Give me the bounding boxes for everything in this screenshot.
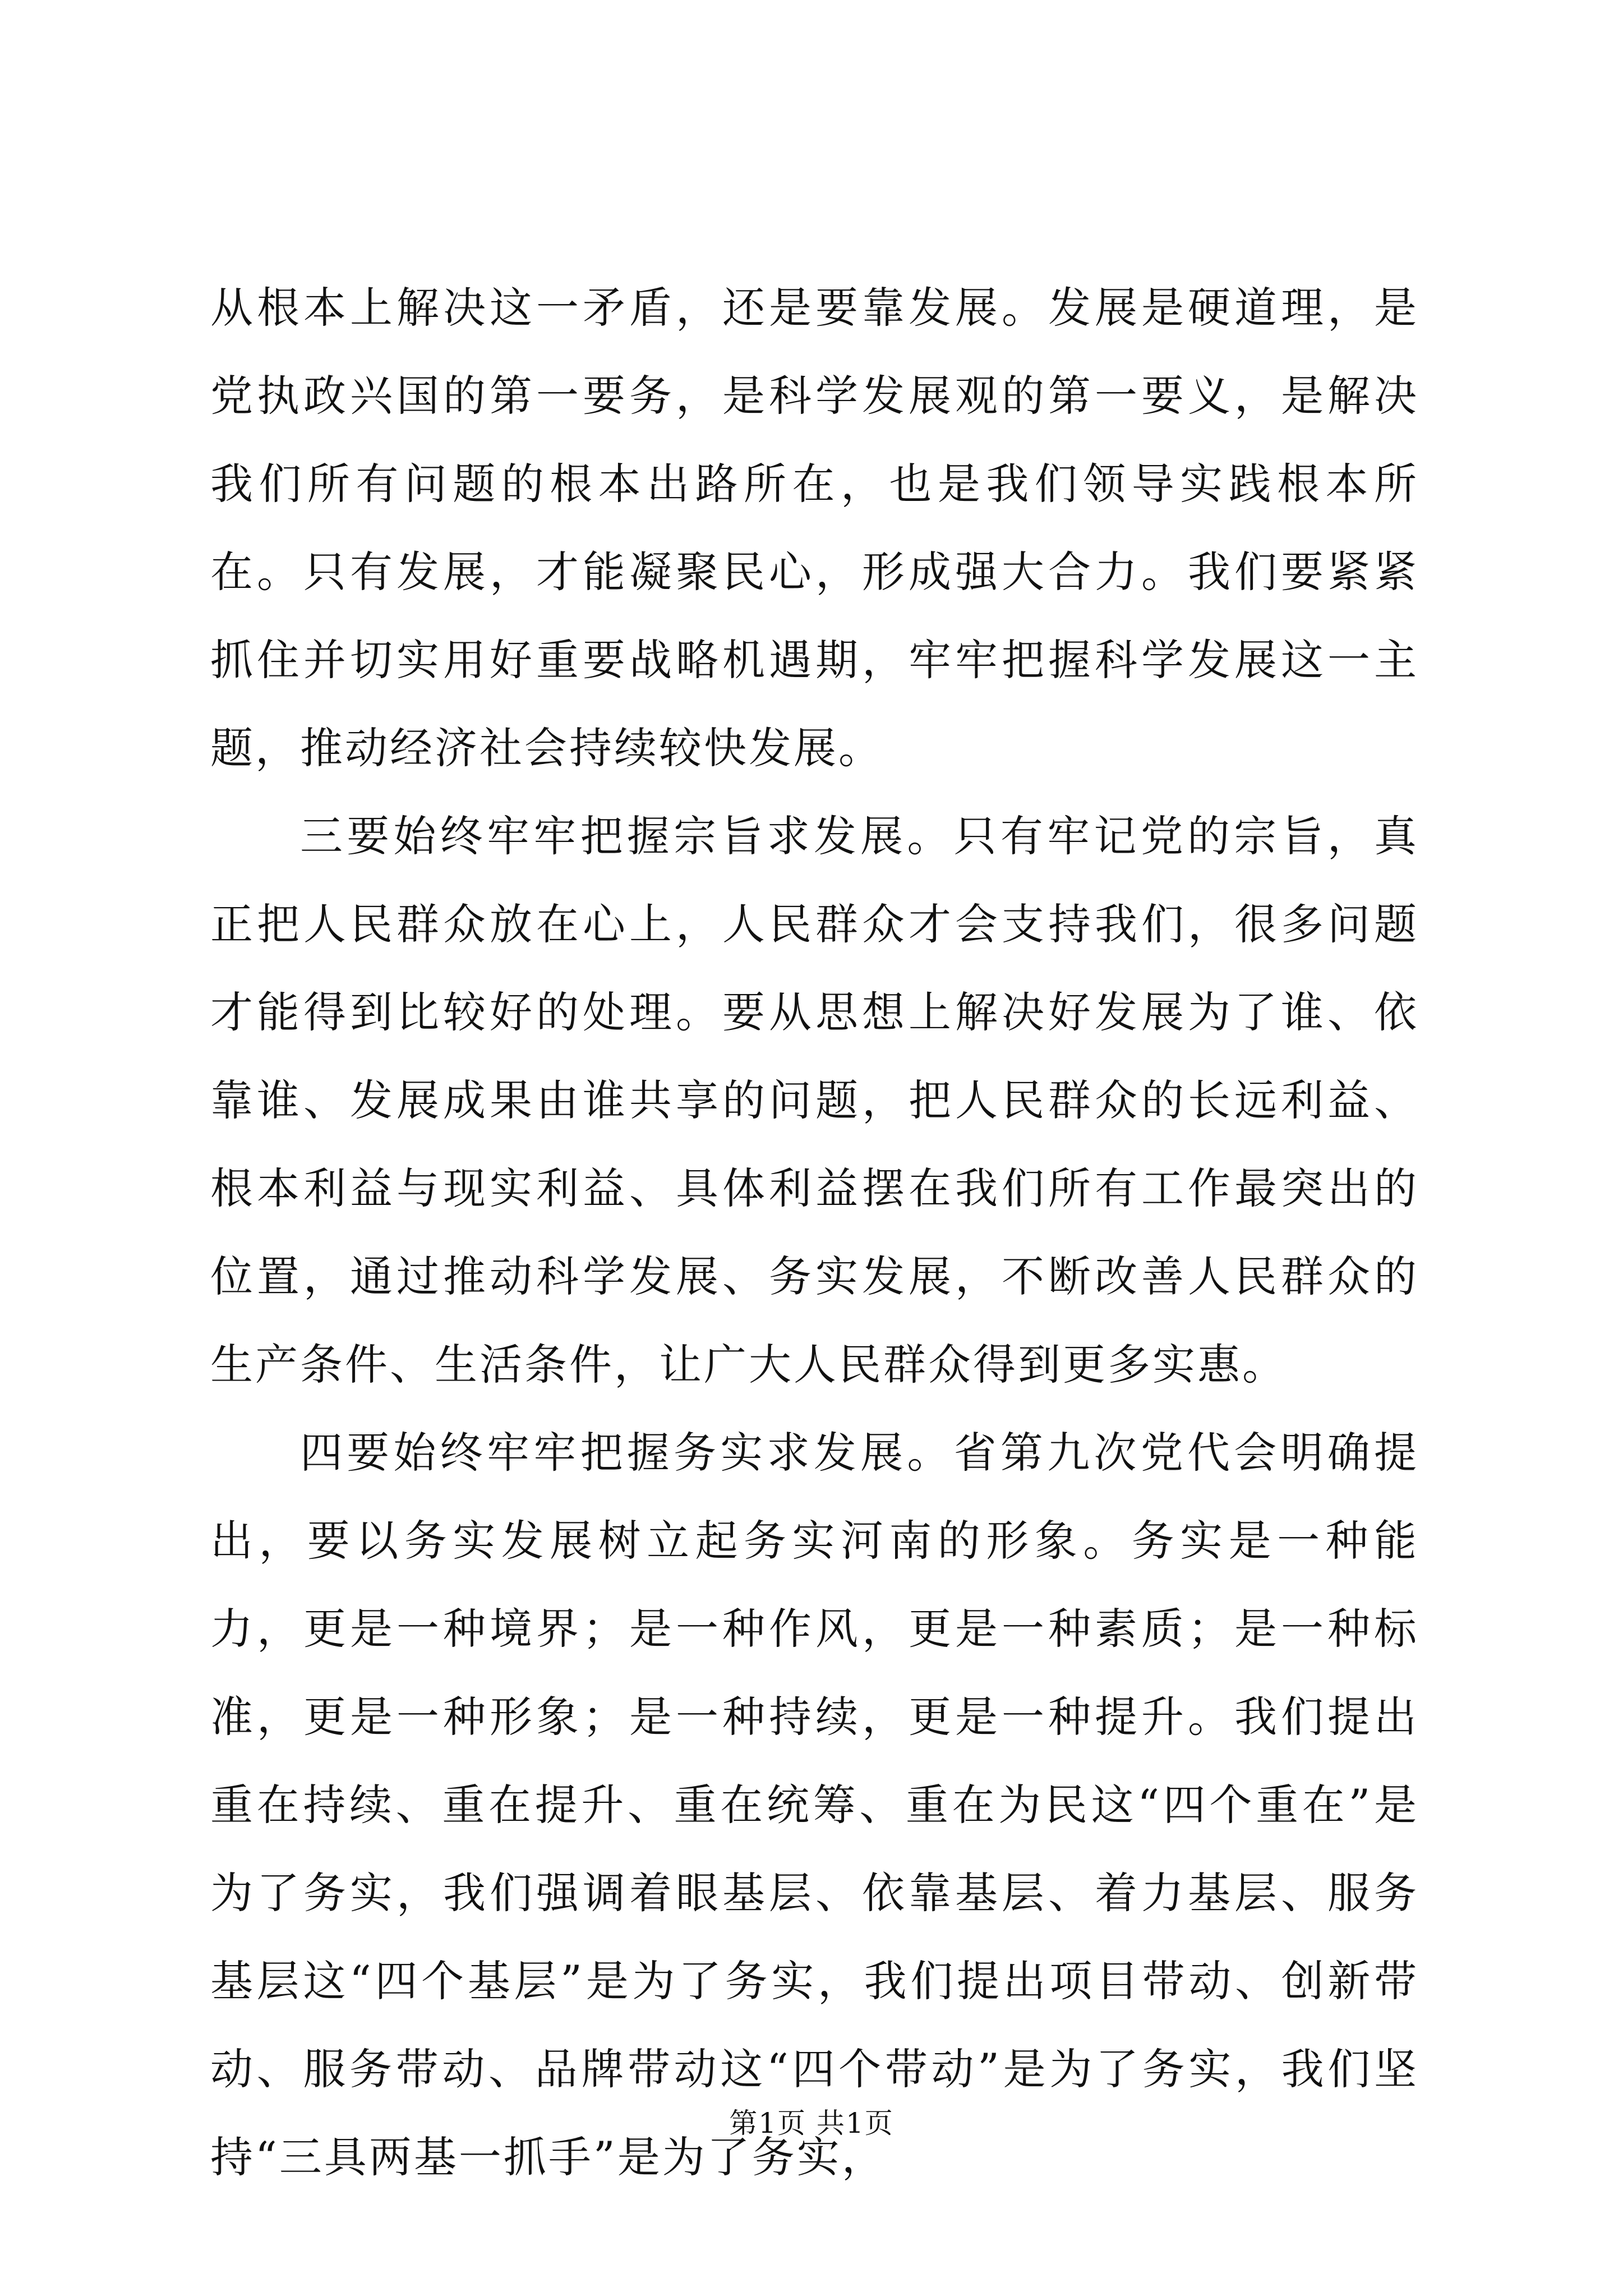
- paragraph-3: 四要始终牢牢把握务实求发展。省第九次党代会明确提出，要以务实发展树立起务实河南的形象。务实是一种能力，更是一种境界；是一种作风，更是一种素质；是一种标准，更是一种形象；是一种持续，更是一种提升。我们提出重在持续、重在提升、重在统筹、重在为民这“四个重在”是为了务实，我们强调着眼基层、依靠基层、着力基层、服务基层这“四个基层”是为了务实，我们提出项目带动、创新带动、服务带动、品牌带动这“四个带动”是为了务实，我们坚持“三具两基一抓手”是为了务实，: [210, 1428, 1419, 2182]
- document-body: [210, 264, 1419, 2201]
- paragraph-2: 三要始终牢牢把握宗旨求发展。只有牢记党的宗旨，真正把人民群众放在心上，人民群众才会支持我们，很多问题才能得到比较好的处理。要从思想上解决好发展为了谁、依靠谁、发展成果由谁共享的问题，把人民群众的长远利益、根本利益与现实利益、具体利益摆在我们所有工作最突出的位置，通过推动科学发展、务实发展，不断改善人民群众的生产条件、生活条件，让广大人民群众得到更多实惠。: [210, 811, 1419, 1389]
- paragraph-1: 从根本上解决这一矛盾，还是要靠发展。发展是硬道理，是党执政兴国的第一要务，是科学发展观的第一要义，是解决我们所有问题的根本出路所在，也是我们领导实践根本所在。只有发展，才能凝聚民心，形成强大合力。我们要紧紧抓住并切实用好重要战略机遇期，牢牢把握科学发展这一主题，推动经济社会持续较快发展。: [210, 283, 1419, 773]
- page-number-footer: 第1页 共1页: [729, 2107, 894, 2139]
